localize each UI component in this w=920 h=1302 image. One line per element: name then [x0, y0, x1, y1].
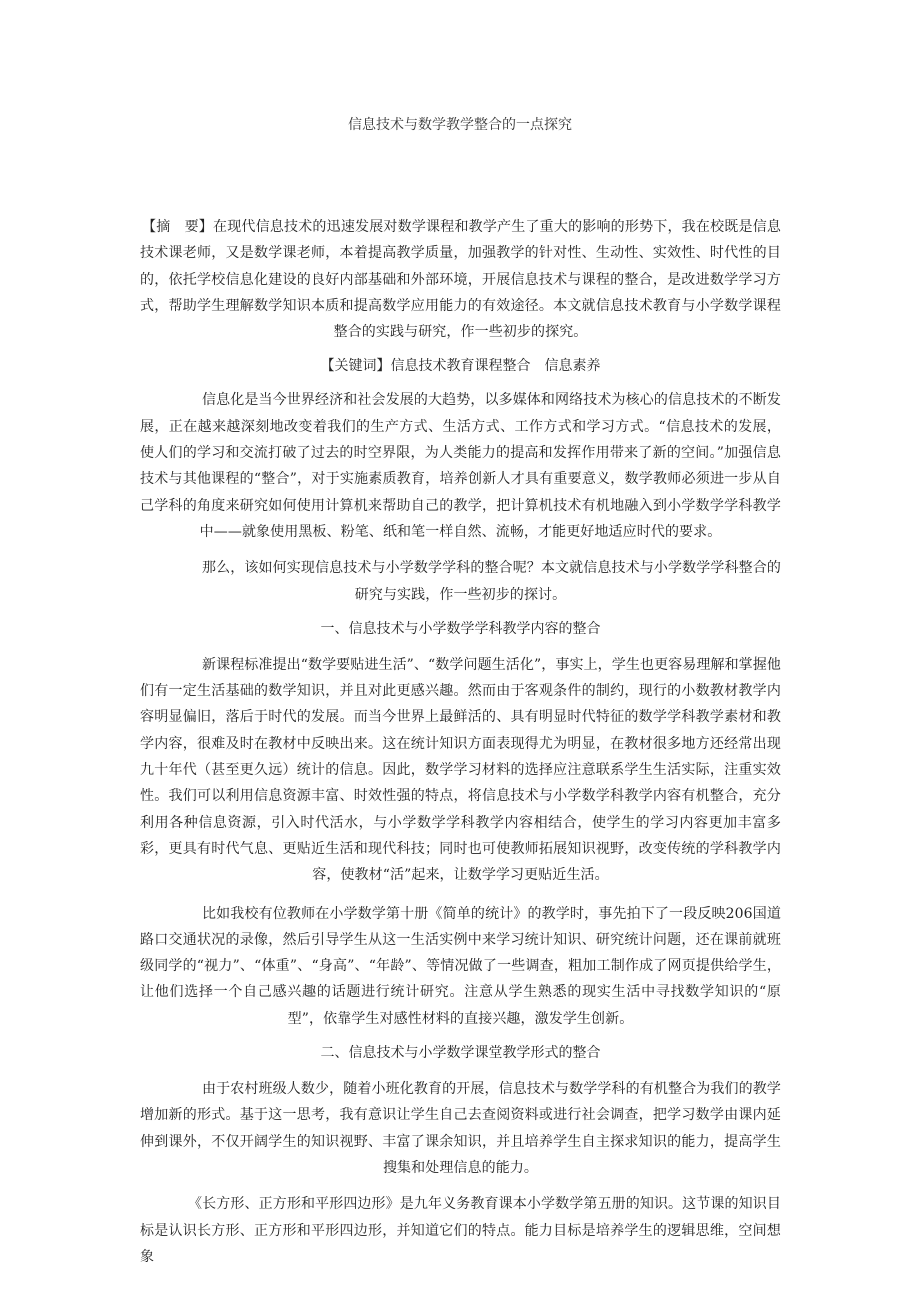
intro-paragraph: 信息化是当今世界经济和社会发展的大趋势，以多媒体和网络技术为核心的信息技术的不断发展，正在越来越深刻地改变着我们的生产方式、生活方式、工作方式和学习方式。“信息技术的发展，使人们的学习和交流打破了过去的时空界限，为人类能力的提高和发挥作用带来了新的空间。”加强信息技术与其他课程的“整合”，对于实施素质教育，培养创新人才具有重要意义，数学教师必须进一步从自己学科的角度来研究如何使用计算机来帮助自己的教学，把计算机技术有机地融入到小学数学学科教学中——就象使用黑板、粉笔、纸和笔一样自然、流畅，才能更好地适应时代的要求。 — [140, 392, 781, 540]
section2-heading: 二、信息技术与小学数学课堂教学形式的整合 — [320, 1045, 601, 1062]
section2-paragraph1: 由于农村班级人数少，随着小班化教育的开展，信息技术与数学学科的有机整合为我们的教学增加新的形式。基于这一思考，我有意识让学生自己去查阅资料或进行社会调查，把学习数学由课内延伸到课外，不仅开阔学生的知识视野、丰富了课余知识，并且培养学生自主探求知识的能力，提高学生搜集和处理信息的能力。 — [140, 1081, 781, 1176]
section1-paragraph1: 新课程标准提出“数学要贴进生活”、“数学问题生活化”，事实上，学生也更容易理解和掌握他们有一定生活基础的数学知识，并且对此更感兴趣。然而由于客观条件的制约，现行的小数教材教学内容明显偏旧，落后于时代的发展。而当今世界上最鲜活的、具有明显时代特征的数学学科教学素材和教学内容，很难及时在教材中反映出来。这在统计知识方面表现得尤为明显，在教材很多地方还经常出现九十年代（甚至更久远）统计的信息。因此，数学学习材料的选择应注意联系学生生活实际，注重实效性。我们可以利用信息资源丰富、时效性强的特点，将信息技术与小学数学科教学内容有机整合，充分利用各种信息资源，引入时代活水，与小学数学学科教学内容相结合，使学生的学习内容更加丰富多彩，更具有时代气息、更贴近生活和现代科技；同时也可使教师拓展知识视野，改变传统的学科教学内容，使教材“活”起来，让数学学习更贴近生活。 — [140, 656, 781, 884]
question-paragraph: 那么，该如何实现信息技术与小学数学学科的整合呢？本文就信息技术与小学数学学科整合的研究与实践，作一些初步的探讨。 — [202, 560, 781, 603]
keywords-line: 【关键词】信息技术教育课程整合 信息素养 — [320, 358, 601, 375]
document-title: 信息技术与数学教学整合的一点探究 — [348, 117, 572, 133]
section1-heading: 一、信息技术与小学数学学科教学内容的整合 — [320, 620, 601, 637]
abstract-paragraph: 【摘 要】在现代信息技术的迅速发展对数学课程和教学产生了重大的影响的形势下，我在校既是信息技术课老师，又是数学课老师，本着提高教学质量，加强教学的针对性、生动性、实效性、时代性的目的，依托学校信息化建设的良好内部基础和外部环境，开展信息技术与课程的整合，是改进数学学习方式，帮助学生理解数学知识本质和提高数学应用能力的有效途径。本文就信息技术教育与小学数学课程整合的实践与研究，作一些初步的探究。 — [140, 219, 781, 341]
document-body — [140, 214, 781, 1270]
section1-paragraph2: 比如我校有位教师在小学数学第十册《简单的统计》的教学时，事先拍下了一段反映206国道路口交通状况的录像，然后引导学生从这一生活实例中来学习统计知识、研究统计问题，还在课前就班级同学的“视力”、“体重”、“身高”、“年龄”、等情况做了一些调查，粗加工制作成了网页提供给学生，让他们选择一个自己感兴趣的话题进行统计研究。注意从学生熟悉的现实生活中寻找数学知识的“原型”，依靠学生对感性材料的直接兴趣，激发学生创新。 — [140, 905, 781, 1027]
section2-paragraph2: 《长方形、正方形和平形四边形》是九年义务教育课本小学数学第五册的知识。这节课的知识目标是认识长方形、正方形和平形四边形，并知道它们的特点。能力目标是培养学生的逻辑思维，空间想象 — [140, 1196, 781, 1265]
